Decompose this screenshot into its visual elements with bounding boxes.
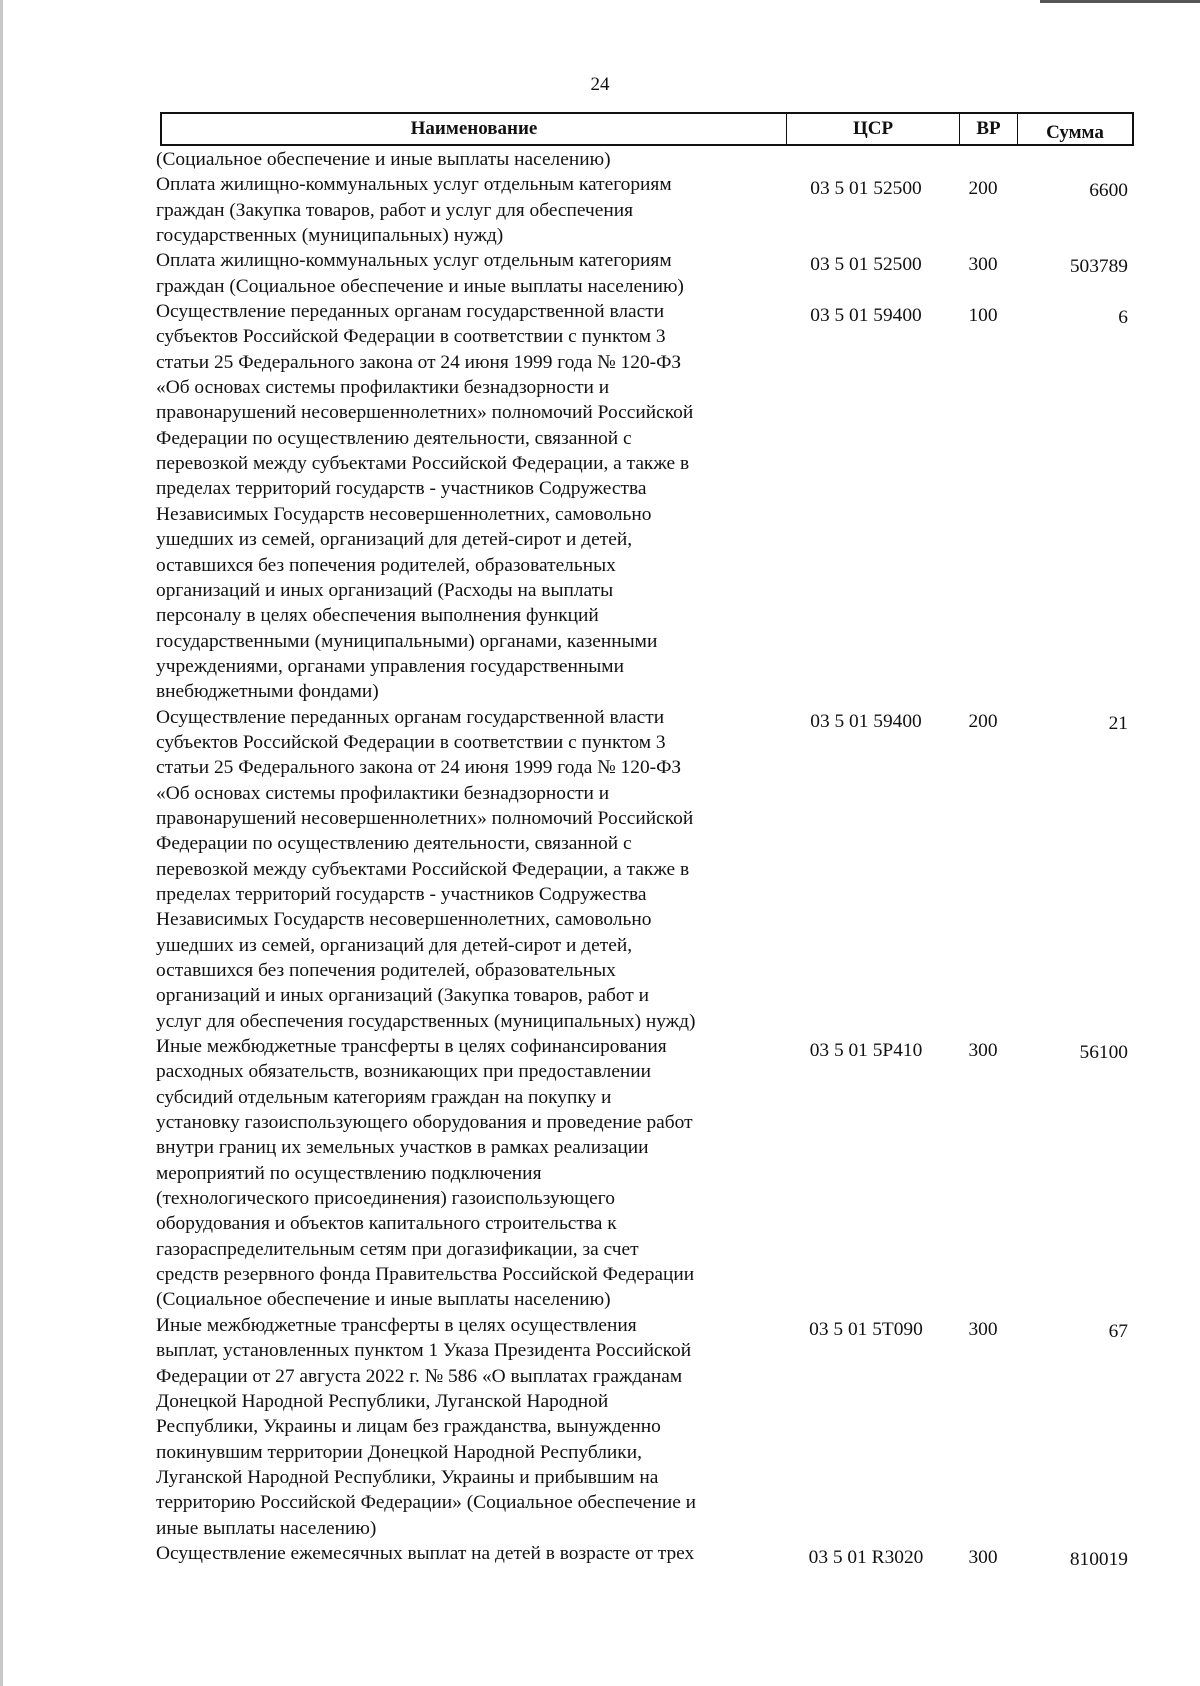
row-name: Иные межбюджетные трансферты в целях софинансирования расходных обязательств, возникающих при предоставлении субсидий отдельным категориям граждан на покупку и установку газоиспользующего оборудования и проведение работ внутри границ их земельных участков в рамках реализации мероприятий по осуществлению подключения (технологического присоединения) газоиспользующего оборудования и объектов капитального строительства к газораспределительным сетям при догазификации, за счет средств резервного фонда Правительства Российской Федерации (Социальное обеспечение и иные выплаты населению): [156, 1036, 695, 1311]
table-row: [156, 299, 1136, 705]
row-sum: 21: [1108, 712, 1128, 734]
table-row: [156, 248, 1136, 299]
row-name: Осуществление переданных органам государственной власти субъектов Российской Федерации в соответствии с пунктом 3 статьи 25 Федерального закона от 24 июня 1999 года № 120-ФЗ «Об основах системы профилактики безнадзорности и правонарушений несовершеннолетних» полномочий Российской Федерации по осуществлению деятельности, связанной с перевозкой между субъектами Российской Федерации, а также в пределах территорий государств - участников Содружества Независимых Государств несовершеннолетних, самовольно ушедших из семей, организаций для детей-сирот и детей, оставшихся без попечения родителей, образовательных организаций и иных организаций (Закупка товаров, работ и услуг для обеспечения государственных (муниципальных) нужд): [156, 706, 696, 1032]
table-row: [156, 1313, 1136, 1541]
header-name: Наименование: [162, 114, 787, 144]
scan-edge-top: [1040, 0, 1200, 3]
row-csr: 03 5 01 52500: [810, 254, 922, 276]
row-sum: 67: [1108, 1320, 1128, 1342]
row-name: Иные межбюджетные трансферты в целях осуществления выплат, установленных пунктом 1 Указа Президента Российской Федерации от 27 августа 2022 г. № 586 «О выплатах гражданам Донецкой Народной Республики, Луганской Народной Республики, Украины и лицам без гражданства, вынужденно покинувшим территории Донецкой Народной Республики, Луганской Народной Республики, Украины и прибывшим на территорию Российской Федерации» (Социальное обеспечение и иные выплаты населению): [156, 1314, 697, 1539]
row-name: Оплата жилищно-коммунальных услуг отдельным категориям граждан (Закупка товаров, работ и услуг для обеспечения государственных (муниципальных) нужд): [156, 174, 672, 247]
row-sum: [1008, 147, 1128, 172]
row-sum: 6: [1118, 307, 1128, 329]
row-csr: 03 5 01 59400: [810, 305, 922, 327]
row-name: (Социальное обеспечение и иные выплаты населению): [156, 149, 611, 170]
table-row: [156, 1541, 1136, 1572]
row-csr: 03 5 01 59400: [810, 710, 922, 732]
header-vr: ВР: [960, 114, 1018, 144]
row-vr: 300: [968, 1040, 998, 1062]
page-number: 24: [590, 74, 610, 95]
row-name: Осуществление переданных органам государственной власти субъектов Российской Федерации в соответствии с пунктом 3 статьи 25 Федерального закона от 24 июня 1999 года № 120-ФЗ «Об основах системы профилактики безнадзорности и правонарушений несовершеннолетних» полномочий Российской Федерации по осуществлению деятельности, связанной с перевозкой между субъектами Российской Федерации, а также в пределах территорий государств - участников Содружества Независимых Государств несовершеннолетних, самовольно ушедших из семей, организаций для детей-сирот и детей, оставшихся без попечения родителей, образовательных организаций и иных организаций (Расходы на выплаты персоналу в целях обеспечения выполнения функций государственными (муниципальными) органами, казенными учреждениями, органами управления государственными внебюджетными фондами): [156, 301, 694, 703]
row-sum: 6600: [1089, 180, 1128, 202]
table-row: [156, 705, 1136, 1034]
row-csr: 03 5 01 R3020: [808, 1546, 924, 1568]
table-header: [160, 112, 1134, 146]
row-name: Осуществление ежемесячных выплат на детей в возрасте от трех: [156, 1542, 695, 1564]
row-vr: 300: [968, 1318, 998, 1340]
row-sum: 810019: [1069, 1548, 1128, 1570]
table-row: [156, 147, 1136, 172]
table-body: [156, 147, 1136, 1572]
row-name: Оплата жилищно-коммунальных услуг отдельным категориям граждан (Социальное обеспечение и иные выплаты населению): [156, 250, 684, 297]
scan-edge-left: [0, 0, 3, 1686]
header-sum: Сумма: [1046, 122, 1104, 143]
row-csr: 03 5 01 5P410: [809, 1040, 923, 1062]
table-row: [156, 1034, 1136, 1313]
row-vr: 100: [968, 305, 998, 327]
row-csr: 03 5 01 52500: [810, 178, 922, 200]
row-csr: 03 5 01 5T090: [809, 1318, 923, 1340]
row-vr: 200: [968, 710, 998, 732]
row-vr: [958, 147, 1008, 172]
row-vr: 300: [968, 1546, 998, 1568]
row-sum: 503789: [1069, 256, 1128, 278]
table-row: [156, 172, 1136, 248]
row-sum: 56100: [1079, 1042, 1128, 1064]
row-csr: [774, 147, 958, 172]
row-vr: 200: [968, 178, 998, 200]
header-csr: ЦСР: [787, 114, 960, 144]
row-vr: 300: [968, 254, 998, 276]
